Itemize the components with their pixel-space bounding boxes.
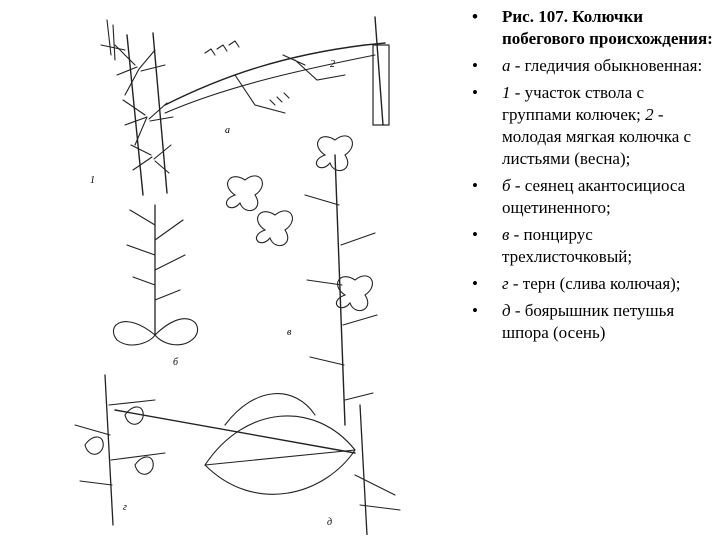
caption-text: - сеянец акантосициоса ощетиненного; <box>502 176 686 217</box>
bullet-icon: • <box>472 83 478 102</box>
caption-item-v <box>466 224 716 268</box>
caption-text: - боярышник петушья шпора (осень) <box>502 301 675 342</box>
caption-item-1-2 <box>466 82 716 170</box>
caption-title-text: Рис. 107. Колючки побегового происхождения: <box>502 7 713 48</box>
bullet-icon: • <box>472 301 478 320</box>
bullet-icon: • <box>472 274 478 293</box>
bullet-icon: • <box>472 56 478 75</box>
bullet-icon: • <box>472 176 478 195</box>
caption-text-2: - молодая мягкая колючка с листьями (весна); <box>502 105 692 168</box>
caption-label-2: 2 <box>645 105 654 124</box>
caption-label: б <box>502 176 511 195</box>
trunk-section-a1 <box>90 20 173 195</box>
caption-item-d <box>466 300 716 344</box>
caption-item-a <box>466 55 716 77</box>
caption-label: 1 <box>502 83 511 102</box>
bullet-icon: • <box>472 225 478 244</box>
caption-list <box>466 6 716 344</box>
seedling-b <box>113 205 197 368</box>
letter-b: б <box>173 357 179 368</box>
caption-title <box>466 6 716 50</box>
letter-d: д <box>327 517 333 528</box>
caption-label: г <box>502 274 509 293</box>
letter-2: 2 <box>330 59 335 70</box>
blackthorn-g <box>75 375 165 525</box>
letter-v: в <box>287 327 292 338</box>
plant-drawing-svg <box>55 5 420 535</box>
letter-a: а <box>225 125 230 136</box>
poncirus-v <box>226 136 377 425</box>
letter-g: г <box>123 502 127 513</box>
hawthorn-d <box>115 394 400 535</box>
caption-text: - терн (слива колючая); <box>508 274 681 293</box>
caption-text: - гледичия обыкновенная: <box>510 56 703 75</box>
branch-a2 <box>165 17 389 136</box>
caption-text: - понцирус трехлисточковый; <box>502 225 633 266</box>
caption-label: а <box>502 56 511 75</box>
caption-item-b <box>466 175 716 219</box>
caption-label: д <box>502 301 511 320</box>
letter-1: 1 <box>90 175 95 186</box>
caption-text: - участок ствола с группами колючек; <box>502 83 646 124</box>
figure-caption <box>466 6 716 349</box>
bullet-icon: • <box>472 7 478 26</box>
caption-item-g <box>466 273 716 295</box>
caption-label: в <box>502 225 510 244</box>
botanical-illustration <box>55 5 420 535</box>
